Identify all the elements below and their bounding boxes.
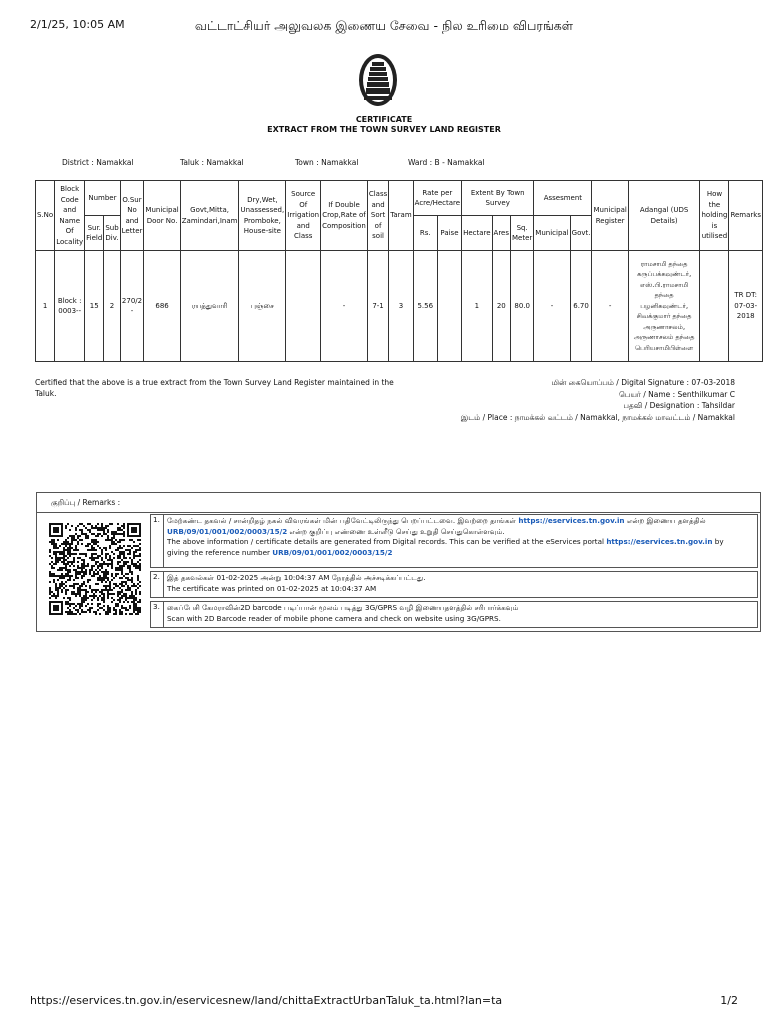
remark-ta-text: இத் தகவல்கள் 01-02-2025 அன்று 10:04:37 AM நேரத்தில் அச்சடிக்கப்பட்டது. — [167, 573, 426, 582]
remark-note-3 — [150, 601, 758, 628]
cell-municipal: - — [534, 251, 570, 362]
cell-municipal-register: - — [592, 251, 628, 362]
signatory-place: இடம் / Place : நாமக்கல் வட்டம் / Namakkal, நாமக்கல் மாவட்டம் / Namakkal — [460, 412, 735, 422]
col-block: Block Code and Name Of Locality — [55, 181, 85, 251]
ward-label: Ward : B - Namakkal — [408, 158, 485, 167]
cell-class-sort: 7-1 — [367, 251, 388, 362]
cell-paise — [437, 251, 461, 362]
cell-municipal-door: 686 — [144, 251, 180, 362]
cell-osur: 270/2 - — [120, 251, 144, 362]
col-hectare: Hectare — [462, 216, 492, 251]
certificate-heading — [0, 115, 768, 135]
district-label: District : Namakkal — [62, 158, 134, 167]
remark-en-text: by giving the reference number — [167, 537, 724, 557]
remarks-section — [36, 492, 761, 632]
remark-note-1 — [150, 514, 758, 568]
col-sq-meter: Sq. Meter — [511, 216, 534, 251]
col-taram: Taram — [389, 181, 413, 251]
cell-remarks: TR DT: 07-03-2018 — [729, 251, 763, 362]
remark-ta-text: என்ற குறிப்பு எண்ணை உள்ளீடு செய்து உறுதி செய்துகொள்ளவும். — [287, 526, 505, 536]
remark-text — [167, 573, 742, 594]
certificate-subtitle: EXTRACT FROM THE TOWN SURVEY LAND REGISTER — [267, 125, 501, 134]
cell-hectare: 1 — [462, 251, 492, 362]
table-row — [36, 251, 763, 362]
col-municipal: Municipal — [534, 216, 570, 251]
remark-ta-text: என்ற இணைய தளத்தில் — [624, 516, 706, 525]
col-extent: Extent By Town Survey — [462, 181, 534, 216]
col-municipal-door: Municipal Door No. — [144, 181, 180, 251]
cell-govt: 6.70 — [570, 251, 592, 362]
cell-double-crop: - — [321, 251, 368, 362]
col-double-crop: If Double Crop,Rate of Composition — [321, 181, 368, 251]
cell-dry-wet: புஞ்சை — [239, 251, 286, 362]
cell-sub-div: 2 — [104, 251, 120, 362]
cell-sur-field: 15 — [85, 251, 104, 362]
eservices-link[interactable]: https://eservices.tn.gov.in — [606, 537, 713, 546]
remarks-label: குறிப்பு / Remarks : — [37, 493, 760, 513]
town-label: Town : Namakkal — [295, 158, 359, 167]
cell-govt-mitta: ரயத்துவாரி — [180, 251, 239, 362]
taluk-label: Taluk : Namakkal — [180, 158, 244, 167]
page-number: 1/2 — [720, 994, 738, 1007]
browser-datetime: 2/1/25, 10:05 AM — [30, 18, 125, 31]
signatory-name: பெயர் / Name : Senthilkumar C — [619, 389, 735, 399]
remark-number: 3. — [151, 602, 164, 627]
remark-text — [167, 516, 742, 558]
signature-block — [461, 377, 735, 423]
col-holding-utilised: How the holding is utilised — [700, 181, 729, 251]
col-sur-field: Sur. Field — [85, 216, 104, 251]
col-govt: Govt. — [570, 216, 592, 251]
remark-en-text: The certificate was printed on 01-02-2025 at 10:04:37 AM — [167, 583, 377, 593]
table-header-row — [36, 181, 763, 216]
col-ares: Ares — [492, 216, 510, 251]
col-govt-mitta: Govt,Mitta, Zamindari,Inam — [180, 181, 239, 251]
cell-taram: 3 — [389, 251, 413, 362]
land-register-table — [35, 180, 763, 362]
reference-number: URB/09/01/001/002/0003/15/2 — [272, 547, 393, 557]
signatory-designation: பதவி / Designation : Tahsildar — [623, 401, 735, 410]
col-remarks: Remarks — [729, 181, 763, 251]
col-source-irrigation: Source Of Irrigation and Class — [286, 181, 321, 251]
qr-code-icon — [49, 523, 141, 615]
col-osur: O.Sur No and Letter — [120, 181, 144, 251]
reference-number: URB/09/01/001/002/0003/15/2 — [167, 526, 288, 536]
cell-holding-utilised — [700, 251, 729, 362]
col-number: Number — [85, 181, 120, 216]
eservices-link[interactable]: https://eservices.tn.gov.in — [518, 516, 625, 525]
cell-ares: 20 — [492, 251, 510, 362]
cell-block: Block : 0003-- — [55, 251, 85, 362]
col-paise: Paise — [437, 216, 461, 251]
remark-ta-text: கைப்பேசி கேமராவின்2D barcode படிப்பான் மூலம் படித்து 3G/GPRS வழி இணையதளத்தில் சரிபார்க்கவும் — [167, 603, 519, 612]
certified-text: Certified that the above is a true extract from the Town Survey Land Register maintained in the Taluk. — [35, 378, 394, 398]
page-title: வட்டாட்சியர் அலுவலக இணைய சேவை - நில உரிமை விபரங்கள் — [194, 18, 574, 33]
col-municipal-register: Municipal Register — [592, 181, 628, 251]
cell-source-irrigation — [286, 251, 321, 362]
remark-text — [167, 603, 742, 624]
cell-sq-meter: 80.0 — [511, 251, 534, 362]
col-dry-wet: Dry,Wet, Unassessed, Promboke, House-site — [239, 181, 286, 251]
col-sub-div: Sub Div. — [104, 216, 120, 251]
cell-sno: 1 — [36, 251, 55, 362]
certificate-title: CERTIFICATE — [355, 115, 413, 124]
remark-en-text: Scan with 2D Barcode reader of mobile phone camera and check on website using 3G/GPRS. — [167, 613, 501, 623]
col-rate-per: Rate per Acre/Hectare — [413, 181, 461, 216]
col-sno: S.No — [36, 181, 55, 251]
tamilnadu-emblem-icon — [358, 52, 398, 108]
col-rs: Rs. — [413, 216, 437, 251]
col-assessment: Assesment — [534, 181, 592, 216]
cell-rs: 5.56 — [413, 251, 437, 362]
remark-note-2 — [150, 571, 758, 598]
remark-number: 1. — [151, 515, 164, 567]
col-adangal: Adangal (UDS Details) — [628, 181, 700, 251]
cell-adangal: ராமசாமி தந்தை கருப்பக்கவுண்டர், எஸ்.பி.ராமசாமி தந்தை பழனிகவுண்டர், சிவக்குமார் தந்தை அருணாசலம், அருணாசலம் தந்தை பெரியசாமிபிள்ளை — [628, 251, 700, 362]
remark-ta-text: மேற்கண்ட தகவல் / சான்றிதழ் நகல் விவரங்கள் மின் பதிவேட்டிலிருந்து பெறப்பட்டவை. இவற்றை தாங்கள் — [167, 516, 519, 525]
page-url: https://eservices.tn.gov.in/eservicesnew/land/chittaExtractUrbanTaluk_ta.html?lan=ta — [30, 994, 503, 1007]
digital-signature: மின் கையொப்பம் / Digital Signature : 07-03-2018 — [551, 378, 735, 387]
col-class-sort: Class and Sort of soil — [367, 181, 388, 251]
remark-number: 2. — [151, 572, 164, 597]
remark-en-text: The above information / certificate details are generated from Digital records. This can be verified at the eServices portal — [167, 537, 607, 546]
